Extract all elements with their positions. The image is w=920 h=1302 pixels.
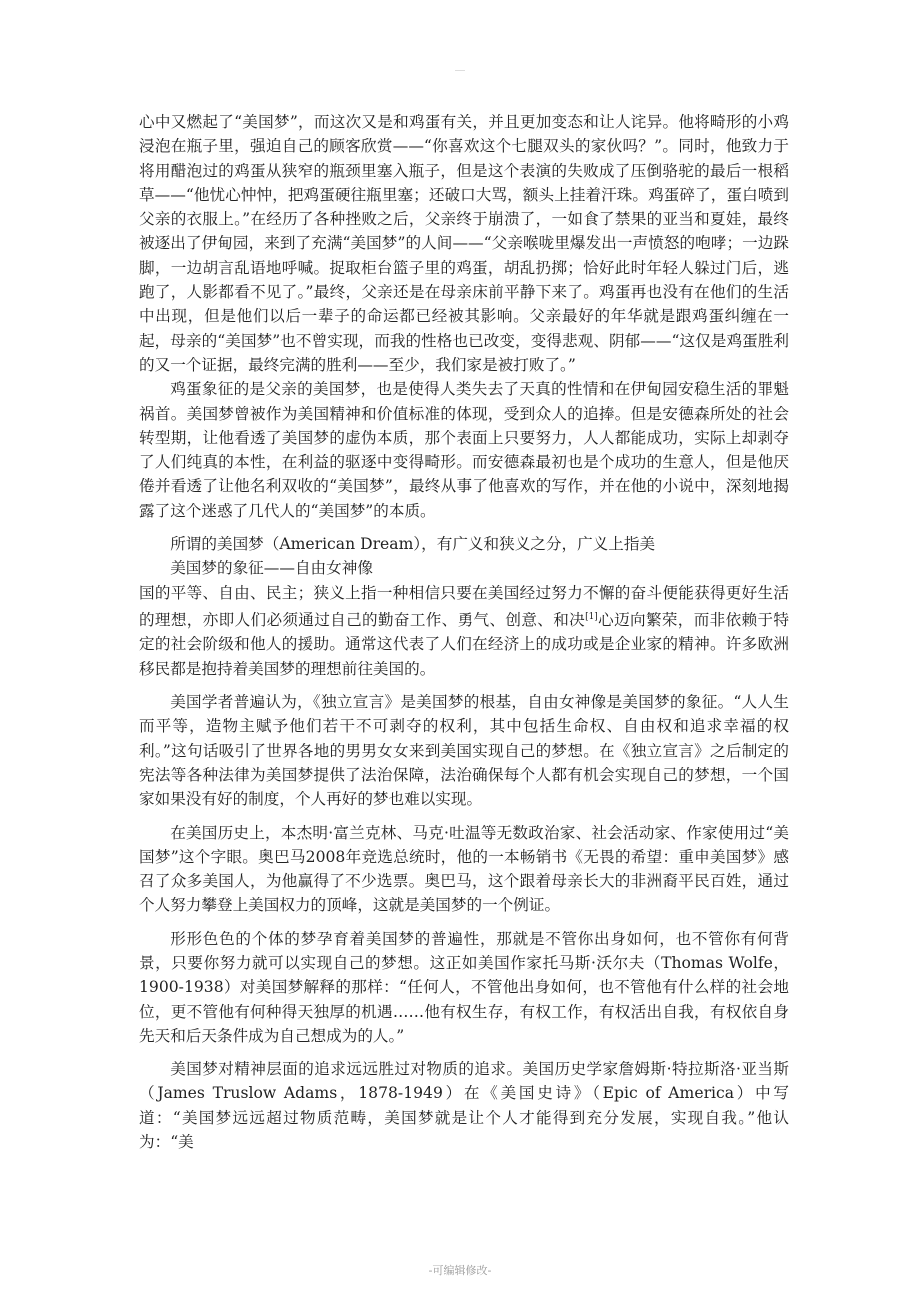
document-body	[139, 110, 789, 1154]
paragraph-definition-body	[139, 581, 789, 681]
paragraph-spiritual: 美国梦对精神层面的追求远远胜过对物质的追求。美国历史学家詹姆斯·特拉斯洛·亚当斯（James Truslow Adams，1878-1949）在《美国史诗》（Epic of America）中写道：“美国梦远远超过物质范畴，美国梦就是让个人才能得到充分发展，实现自我。”他认为：“美	[139, 1060, 789, 1152]
paragraph-egg-symbol: 鸡蛋象征的是父亲的美国梦，也是使得人类失去了天真的性情和在伊甸园安稳生活的罪魁祸首。美国梦曾被作为美国精神和价值标准的体现，受到众人的追捧。但是安德森所处的社会转型期，让他看透了美国梦的虚伪本质，那个表面上只要努力，人人都能成功，实际上却剥夺了人们纯真的本性，在利益的驱逐中变得畸形。而安德森最初也是个成功的生意人，但是他厌倦并看透了让他名利双收的“美国梦”，最终从事了他喜欢的写作，并在他的小说中，深刻地揭露了这个迷惑了几代人的“美国梦”的本质。	[139, 380, 789, 520]
definition-text-part2: 心迈向繁荣，而非依赖于特定的社会阶级和他人的援助。通常这代表了人们在经济上的成功或是企业家的精神。许多欧洲移民都是抱持着美国梦的理想前往美国的。	[139, 611, 789, 678]
paragraph-universality: 形形色色的个体的梦孕育着美国梦的普遍性，那就是不管你出身如何，也不管你有何背景，只要你努力就可以实现自己的梦想。这正如美国作家托马斯·沃尔夫（Thomas Wolfe，1900-1938）对美国梦解释的那样：“任何人，不管他出身如何，也不管他有什么样的社会地位，更不管他有何种得天独厚的机遇……他有权生存，有权工作，有权活出自我，有权依自身先天和后天条件成为自己想成为的人。”	[139, 929, 789, 1045]
page-footer: -可编辑修改-	[428, 1264, 492, 1277]
paragraph-definition-intro: 所谓的美国梦（American Dream），有广义和狭义之分，广义上指美	[170, 535, 656, 554]
image-caption-statue-of-liberty: 美国梦的象征——自由女神像	[170, 559, 373, 578]
paragraph-egg-story: 心中又燃起了“美国梦”，而这次又是和鸡蛋有关，并且更加变态和让人诧异。他将畸形的小鸡浸泡在瓶子里，强迫自己的顾客欣赏——“你喜欢这个七腿双头的家伙吗？”。同时，他致力于将用醋泡过的鸡蛋从狭窄的瓶颈里塞入瓶子，但是这个表演的失败成了压倒骆驼的最后一根稻草——“他忧心忡忡，把鸡蛋硬往瓶里塞；还破口大骂，额头上挂着汗珠。鸡蛋碎了，蛋白喷到父亲的衣服上。”在经历了各种挫败之后，父亲终于崩溃了，一如食了禁果的亚当和夏娃，最终被逐出了伊甸园，来到了充满“美国梦”的人间——“父亲喉咙里爆发出一声愤怒的咆哮；一边跺脚，一边胡言乱语地呼喊。捉取柜台篮子里的鸡蛋，胡乱扔掷；恰好此时年轻人躲过门后，逃跑了，人影都看不见了。”最终，父亲还是在母亲床前平静下来了。鸡蛋再也没有在他们的生活中出现，但是他们以后一辈子的命运都已经被其影响。父亲最好的年华就是跟鸡蛋纠缠在一起，母亲的“美国梦”也不曾实现，而我的性格也已改变，变得悲观、阴郁——“这仅是鸡蛋胜利的又一个证据，最终完满的胜利——至少，我们家是被打败了。”	[139, 113, 789, 374]
paragraph-history: 在美国历史上，本杰明·富兰克林、马克·吐温等无数政治家、社会活动家、作家使用过“美国梦”这个字眼。奥巴马2008年竞选总统时，他的一本畅销书《无畏的希望：重申美国梦》感召了众多美国人，为他赢得了不少选票。奥巴马，这个跟着母亲长大的非洲裔平民百姓，通过个人努力攀登上美国权力的顶峰，这就是美国梦的一个例证。	[139, 823, 789, 915]
definition-text-part1: 国的平等、自由、民主；狭义上指一种相信只要在美国经过努力不懈的奋斗便能获得更好生活的理想，亦即人们必须通过自己的勤奋工作、勇气、创意、和决	[139, 583, 789, 630]
paragraph-declaration: 美国学者普遍认为，《独立宣言》是美国梦的根基，自由女神像是美国梦的象征。“人人生而平等，造物主赋予他们若干不可剥夺的权利，其中包括生命权、自由权和追求幸福的权利。”这句话吸引了世界各地的男男女女来到美国实现自己的梦想。在《独立宣言》之后制定的宪法等各种法律为美国梦提供了法治保障，法治确保每个人都有机会实现自己的梦想，一个国家如果没有好的制度，个人再好的梦也难以实现。	[139, 693, 789, 809]
footnote-ref[interactable]: [1]	[585, 611, 598, 622]
header-mark	[455, 70, 465, 71]
